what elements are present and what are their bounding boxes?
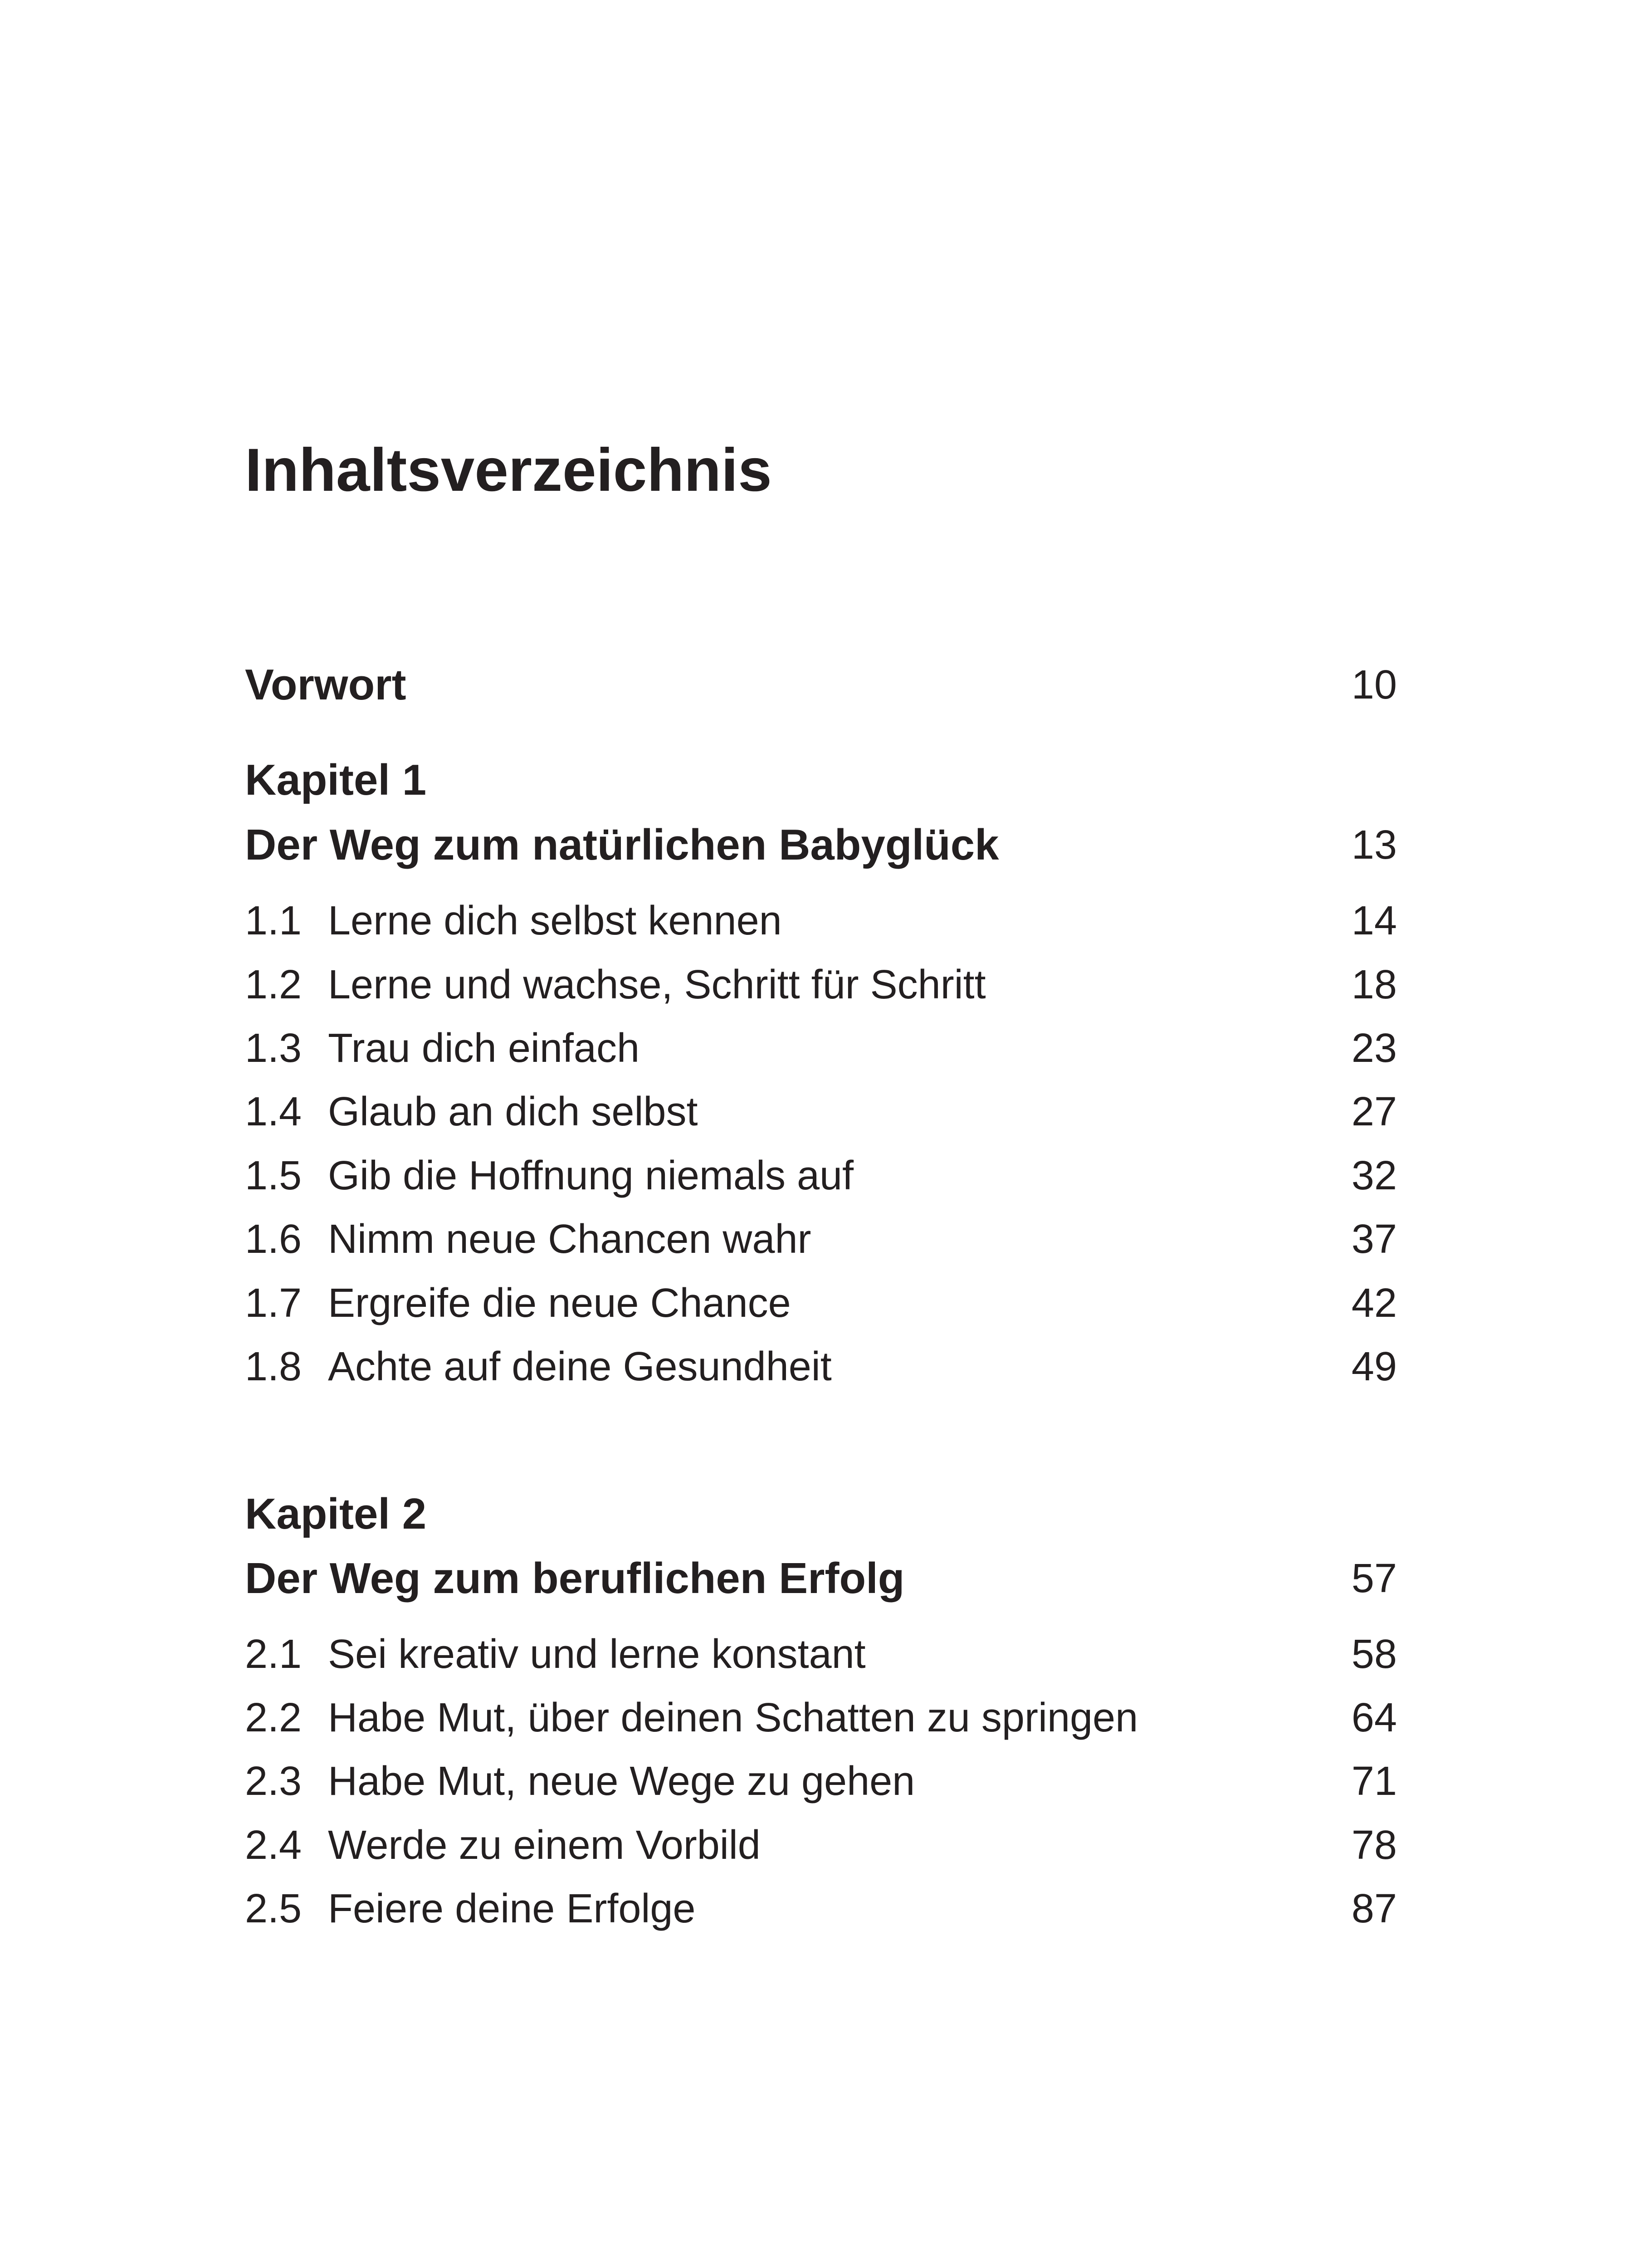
section-number: 2.4 bbox=[245, 1823, 302, 1868]
toc-entry-section[interactable] bbox=[245, 1278, 1397, 1328]
toc-page-number: 78 bbox=[1351, 1823, 1397, 1868]
section-title: Werde zu einem Vorbild bbox=[328, 1823, 761, 1868]
section-title: Habe Mut, über deinen Schatten zu springen bbox=[328, 1695, 1138, 1740]
section-number: 2.5 bbox=[245, 1886, 302, 1931]
section-title: Achte auf deine Gesundheit bbox=[328, 1344, 832, 1389]
toc-page-number: 57 bbox=[1351, 1556, 1397, 1601]
toc-entry-section[interactable] bbox=[245, 1342, 1397, 1392]
toc-entry-section[interactable] bbox=[245, 1693, 1397, 1743]
toc-page-number: 23 bbox=[1351, 1026, 1397, 1071]
section-title: Sei kreativ und lerne konstant bbox=[328, 1632, 866, 1677]
toc-entry-preface[interactable] bbox=[245, 660, 1397, 710]
toc-entry-section[interactable] bbox=[245, 960, 1397, 1010]
toc-entry-section[interactable] bbox=[245, 1151, 1397, 1201]
toc-page-number: 10 bbox=[1351, 662, 1397, 708]
section-title: Habe Mut, neue Wege zu gehen bbox=[328, 1759, 915, 1804]
toc-entry-section[interactable] bbox=[245, 1214, 1397, 1264]
section-number: 1.1 bbox=[245, 898, 302, 943]
toc-page-number: 27 bbox=[1351, 1089, 1397, 1134]
toc-entry-chapter-heading[interactable] bbox=[245, 820, 1397, 870]
section-title: Lerne und wachse, Schritt für Schritt bbox=[328, 962, 986, 1007]
chapter-heading: Der Weg zum natürlichen Babyglück bbox=[245, 821, 999, 869]
toc-page-number: 58 bbox=[1351, 1632, 1397, 1677]
section-title: Glaub an dich selbst bbox=[328, 1089, 698, 1134]
section-number: 1.6 bbox=[245, 1217, 302, 1262]
chapter-heading: Der Weg zum beruflichen Erfolg bbox=[245, 1554, 905, 1603]
section-number: 2.3 bbox=[245, 1759, 302, 1804]
section-number: 1.5 bbox=[245, 1153, 302, 1198]
section-number: 1.2 bbox=[245, 962, 302, 1007]
toc-page-number: 49 bbox=[1351, 1344, 1397, 1389]
toc-page-number: 87 bbox=[1351, 1886, 1397, 1931]
section-number: 1.3 bbox=[245, 1026, 302, 1071]
section-title: Feiere deine Erfolge bbox=[328, 1886, 696, 1931]
section-title: Ergreife die neue Chance bbox=[328, 1281, 791, 1326]
toc-page-number: 71 bbox=[1351, 1759, 1397, 1804]
section-number: 2.2 bbox=[245, 1695, 302, 1740]
toc-page-number: 13 bbox=[1351, 822, 1397, 868]
section-title: Trau dich einfach bbox=[328, 1026, 640, 1071]
toc-entry-section[interactable] bbox=[245, 1023, 1397, 1073]
chapter-label bbox=[245, 1489, 1397, 1539]
page-title: Inhaltsverzeichnis bbox=[245, 436, 772, 504]
toc-page-number: 64 bbox=[1351, 1695, 1397, 1740]
toc-page-number: 18 bbox=[1351, 962, 1397, 1007]
toc-entry-section[interactable] bbox=[245, 1884, 1397, 1934]
chapter-label-text: Kapitel 2 bbox=[245, 1490, 427, 1538]
section-title: Nimm neue Chancen wahr bbox=[328, 1217, 811, 1262]
toc-page-number: 37 bbox=[1351, 1217, 1397, 1262]
toc-page-number: 14 bbox=[1351, 898, 1397, 943]
section-title: Lerne dich selbst kennen bbox=[328, 898, 782, 943]
chapter-label bbox=[245, 755, 1397, 805]
section-number: 1.8 bbox=[245, 1344, 302, 1389]
toc-page-number: 32 bbox=[1351, 1153, 1397, 1198]
section-title: Gib die Hoffnung niemals auf bbox=[328, 1153, 854, 1198]
toc-entry-section[interactable] bbox=[245, 1820, 1397, 1870]
toc-entry-section[interactable] bbox=[245, 1756, 1397, 1806]
toc-entry-section[interactable] bbox=[245, 1087, 1397, 1137]
section-number: 2.1 bbox=[245, 1632, 302, 1677]
toc-page-number: 42 bbox=[1351, 1281, 1397, 1326]
toc-entry-section[interactable] bbox=[245, 896, 1397, 946]
section-number: 1.4 bbox=[245, 1089, 302, 1134]
toc-entry-title: Vorwort bbox=[245, 660, 406, 709]
chapter-label-text: Kapitel 1 bbox=[245, 756, 427, 804]
toc-entry-section[interactable] bbox=[245, 1629, 1397, 1679]
section-number: 1.7 bbox=[245, 1281, 302, 1326]
toc-entry-chapter-heading[interactable] bbox=[245, 1554, 1397, 1603]
